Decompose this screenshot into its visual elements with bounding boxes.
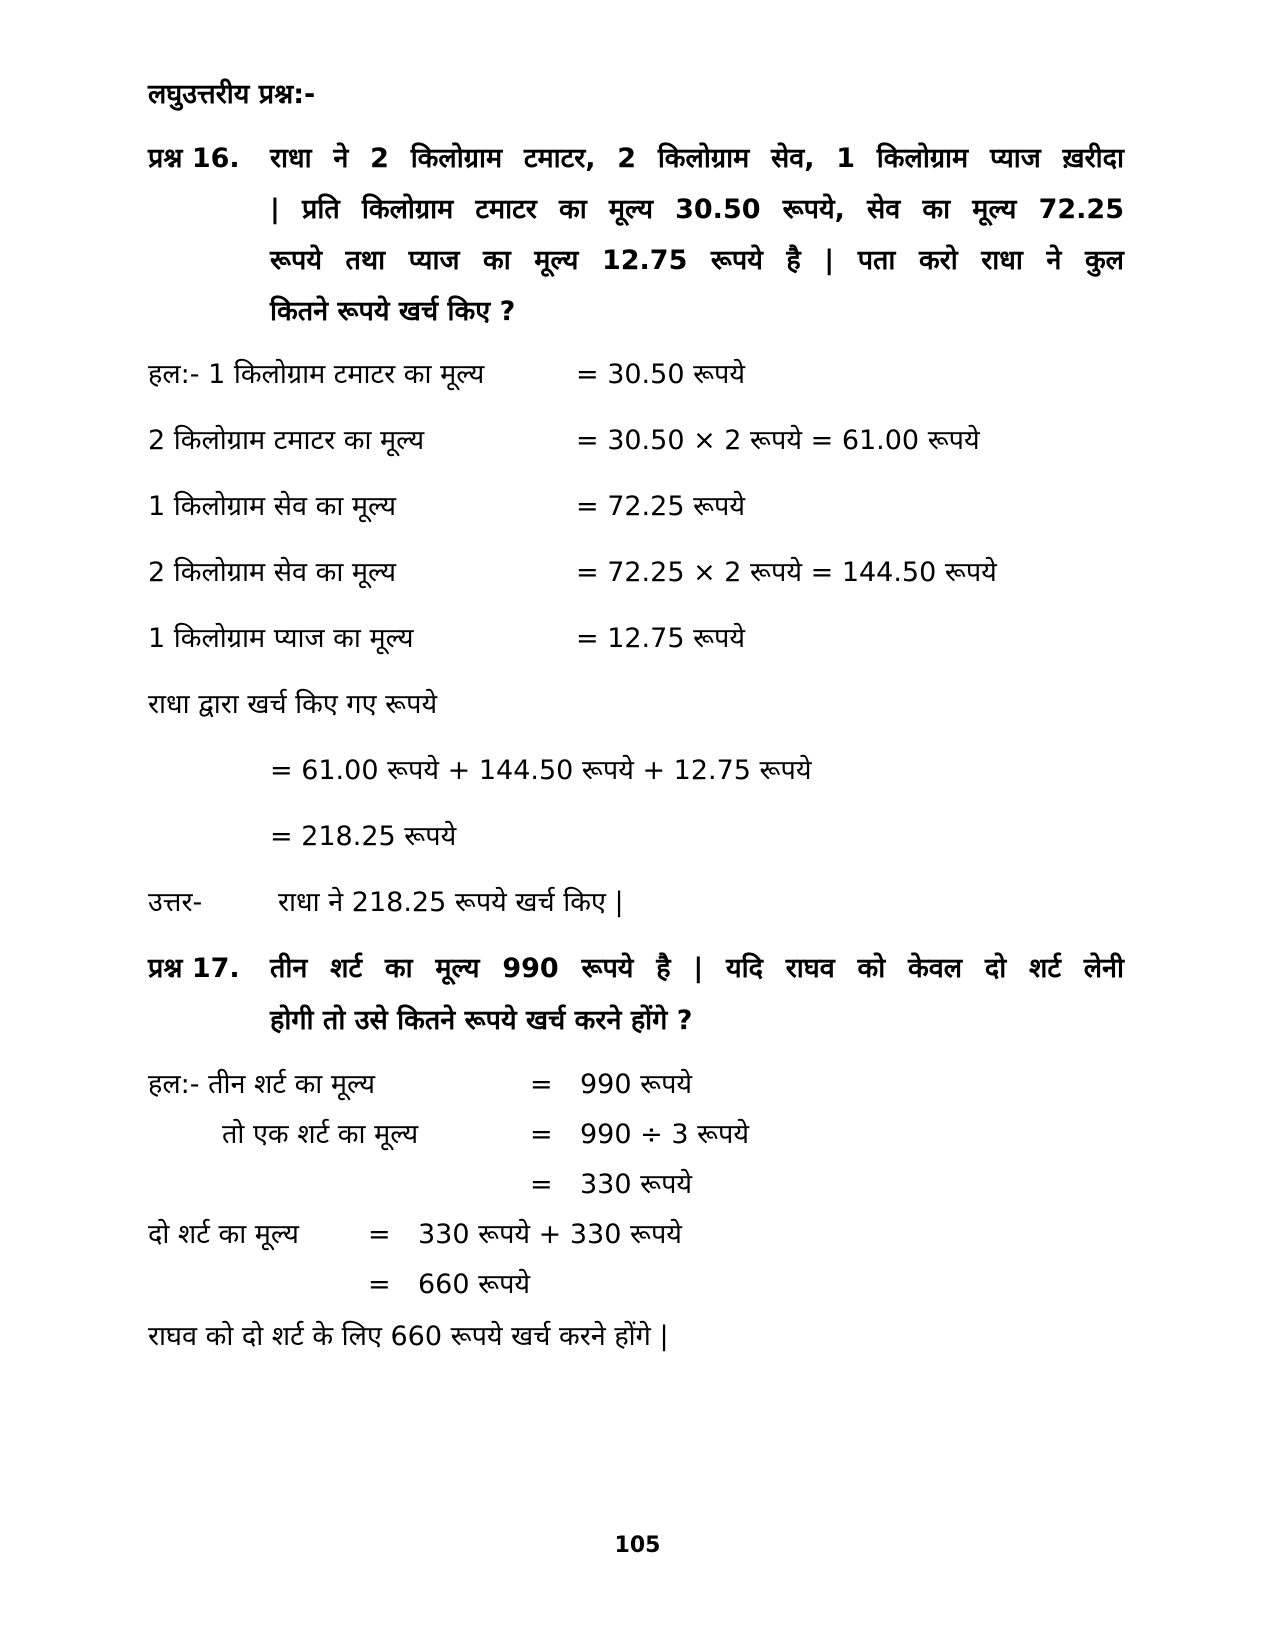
solution-17-row-4-equals: = [368, 1219, 391, 1250]
solution-16-row-1-label: हल:- 1 किलोग्राम टमाटर का मूल्य [148, 359, 485, 390]
solution-16-row-3-label: 1 किलोग्राम सेव का मूल्य [148, 491, 397, 522]
solution-17-row-1-value: 990 रूपये [580, 1069, 693, 1100]
solution-17-row-3-equals: = [530, 1169, 553, 1200]
answer-16-label: उत्तर- [148, 887, 203, 918]
solution-17-row-4-label: दो शर्ट का मूल्य [148, 1219, 299, 1250]
solution-16-row-2-value: = 30.50 × 2 रूपये = 61.00 रूपये [576, 425, 980, 456]
solution-17-row-2-value: 990 ÷ 3 रूपये [580, 1119, 750, 1150]
question-17-line-1: तीन शर्ट का मूल्य 990 रूपये है | यदि राघव को केवल दो शर्ट लेनी [270, 953, 1124, 984]
solution-17-row-2-label: तो एक शर्ट का मूल्य [222, 1119, 419, 1150]
question-17-label: प्रश्न 17. [148, 953, 240, 984]
solution-16-total-line: = 218.25 रूपये [270, 821, 457, 852]
question-16-line-4: कितने रूपये खर्च किए ? [270, 296, 516, 327]
solution-16-row-1-value: = 30.50 रूपये [576, 359, 746, 390]
solution-16-spent-label: राधा द्वारा खर्च किए गए रूपये [148, 689, 438, 720]
solution-16-row-4-label: 2 किलोग्राम सेव का मूल्य [148, 557, 397, 588]
solution-17-row-1-label: हल:- तीन शर्ट का मूल्य [148, 1069, 376, 1100]
section-heading: लघुउत्तरीय प्रश्न:- [148, 79, 316, 110]
question-16-line-1: राधा ने 2 किलोग्राम टमाटर, 2 किलोग्राम सेव, 1 किलोग्राम प्याज ख़रीदा [270, 143, 1124, 174]
solution-16-row-2-label: 2 किलोग्राम टमाटर का मूल्य [148, 425, 425, 456]
solution-16-row-4-value: = 72.25 × 2 रूपये = 144.50 रूपये [576, 557, 997, 588]
solution-17-row-2-equals: = [530, 1119, 553, 1150]
question-16-label: प्रश्न 16. [148, 143, 240, 174]
page-number: 105 [614, 1533, 661, 1558]
solution-16-row-5-value: = 12.75 रूपये [576, 623, 746, 654]
solution-17-row-5-equals: = [368, 1269, 391, 1300]
solution-17-row-5-value: 660 रूपये [418, 1269, 531, 1300]
answer-16-text: राधा ने 218.25 रूपये खर्च किए | [278, 887, 624, 918]
question-17-line-2: होगी तो उसे कितने रूपये खर्च करने होंगे ? [270, 1005, 693, 1036]
solution-16-row-5-label: 1 किलोग्राम प्याज का मूल्य [148, 623, 414, 654]
solution-17-row-4-value: 330 रूपये + 330 रूपये [418, 1219, 682, 1250]
solution-17-conclusion: राघव को दो शर्ट के लिए 660 रूपये खर्च करने होंगे | [148, 1321, 669, 1352]
question-16-line-3: रूपये तथा प्याज का मूल्य 12.75 रूपये है | पता करो राधा ने कुल [270, 245, 1124, 276]
solution-16-sum-line: = 61.00 रूपये + 144.50 रूपये + 12.75 रूपये [270, 755, 812, 786]
solution-17-row-3-value: 330 रूपये [580, 1169, 693, 1200]
solution-16-row-3-value: = 72.25 रूपये [576, 491, 746, 522]
solution-17-row-1-equals: = [530, 1069, 553, 1100]
question-16-line-2: | प्रति किलोग्राम टमाटर का मूल्य 30.50 रूपये, सेव का मूल्य 72.25 [270, 194, 1124, 225]
